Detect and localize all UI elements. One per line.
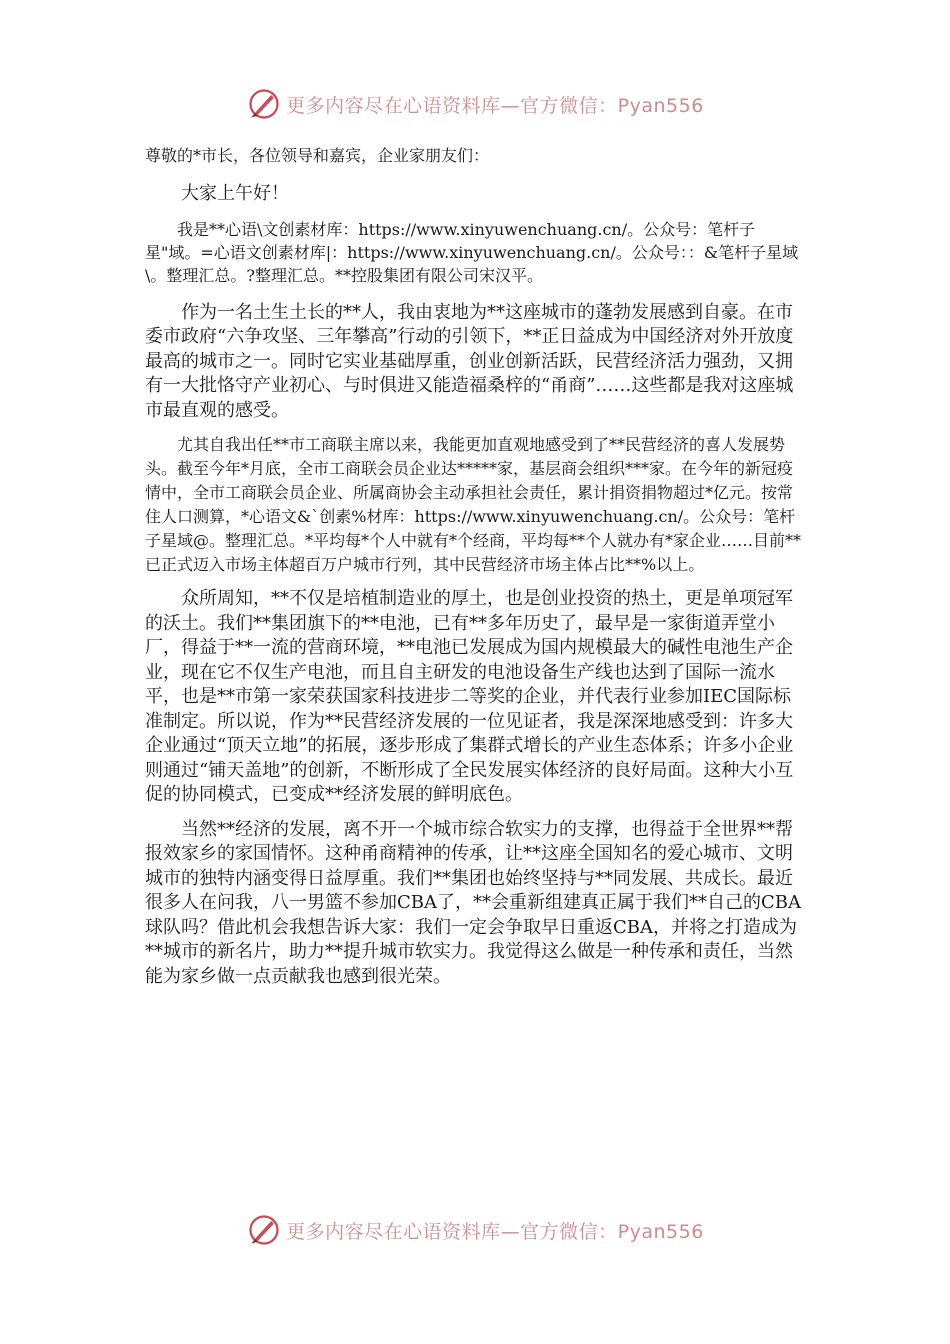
salutation: 尊敬的*市长，各位领导和嘉宾，企业家朋友们：: [145, 146, 490, 165]
paragraph-1: 我是**心语\文创素材库：https://www.xinyuwenchuang.cn/。公众号：笔杆子星"域。=心语文创素材库|：https://www.xinyuwenchuang.cn/。公众号：：&笔杆子星域\。整理汇总。?整理汇总。**控股集团有限公司宋汉平。: [145, 219, 799, 285]
header-banner: [0, 84, 950, 124]
pen-logo-icon: [246, 86, 282, 122]
banner-text: 更多内容尽在心语资料库—官方微信：Pyan556: [286, 1220, 704, 1243]
footer-banner: [0, 1210, 950, 1250]
document-body: [145, 144, 805, 989]
paragraph-3: 尤其自我出任**市工商联主席以来，我能更加直观地感受到了**民营经济的喜人发展势头。截至今年*月底，全市工商联会员企业达*****家，基层商会组织***家。在今年的新冠疫情中，全市工商联会员企业、所属商协会主动承担社会责任，累计捐资捐物超过*亿元。按常住人口测算，*心语文&`创素%材库：https://www.xinyuwenchuang.cn/。公众号：笔杆子星域@。整理汇总。*平均每*个人中就有*个经商，平均每**个人就办有*家企业……目前**已正式迈入市场主体超百万户城市行列，其中民营经济市场主体占比**%以上。: [145, 435, 802, 574]
paragraph-5: 当然**经济的发展，离不开一个城市综合软实力的支撑，也得益于全世界**帮报效家乡的家国情怀。这种甬商精神的传承，让**这座全国知名的爱心城市、文明城市的独特内涵变得日益厚重。我们**集团也始终坚持与**同发展、共成长。最近很多人在问我，八一男篮不参加CBA了，**会重新组建真正属于我们**自己的CBA球队吗？借此机会我想告诉大家：我们一定会争取早日重返CBA，并将之打造成为**城市的新名片，助力**提升城市软实力。我觉得这么做是一种传承和责任，当然能为家乡做一点贡献我也感到很光荣。: [145, 818, 801, 987]
greeting: 大家上午好！: [181, 182, 289, 204]
paragraph-4: 众所周知，**不仅是培植制造业的厚土，也是创业投资的热土，更是单项冠军的沃土。我们**集团旗下的**电池，已有**多年历史了，最早是一家街道弄堂小厂，得益于**一流的营商环境，**电池已发展成为国内规模最大的碱性电池生产企业，现在它不仅生产电池，而且自主研发的电池设备生产线也达到了国际一流水平，也是**市第一家荣获国家科技进步二等奖的企业，并代表行业参加IEC国际标准制定。所以说，作为**民营经济发展的一位见证者，我是深深地感受到：许多大企业通过“顶天立地”的拓展，逐步形成了集群式增长的产业生态体系；许多小企业则通过“铺天盖地”的创新，不断形成了全民发展实体经济的良好局面。这种大小互促的协同模式，已变成**经济发展的鲜明底色。: [145, 588, 794, 805]
pen-logo-icon: [246, 1212, 282, 1248]
paragraph-2: 作为一名土生土长的**人，我由衷地为**这座城市的蓬勃发展感到自豪。在市委市政府“六争攻坚、三年攀高”行动的引领下，**正日益成为中国经济对外开放度最高的城市之一。同时它实业基础厚重，创业创新活跃，民营经济活力强劲，又拥有一大批恪守产业初心、与时俱进又能造福桑梓的“甬商”……这些都是我对这座城市最直观的感受。: [145, 301, 794, 421]
banner-text: 更多内容尽在心语资料库—官方微信：Pyan556: [286, 94, 704, 117]
